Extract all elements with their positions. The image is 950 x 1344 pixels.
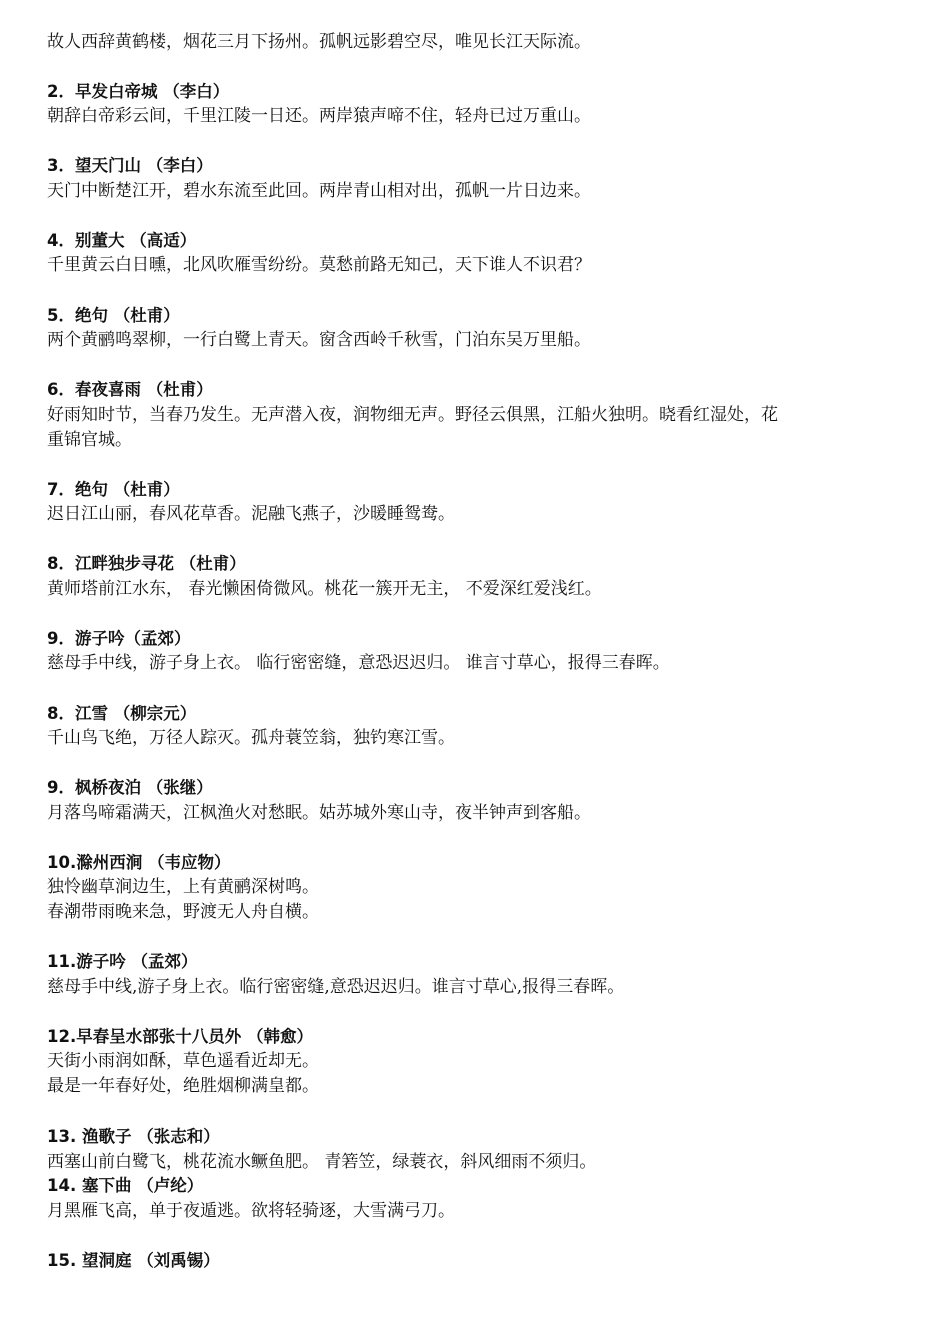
poem-16-title: 14. 塞下曲 （卢纶） [47, 1176, 204, 1195]
poem-10-line-1: 千山鸟飞绝，万径人踪灭。孤舟蓑笠翁，独钓寒江雪。 [47, 728, 455, 748]
poem-15-line-1: 西塞山前白鹭飞，桃花流水鳜鱼肥。 青箬笠，绿蓑衣，斜风细雨不须归。 [47, 1152, 597, 1172]
poem-11-title: 9．枫桥夜泊 （张继） [47, 778, 213, 797]
poem-12-line-1: 独怜幽草涧边生，上有黄鹂深树鸣。 [47, 877, 319, 897]
poem-4-line-1: 千里黄云白日曛，北风吹雁雪纷纷。莫愁前路无知己，天下谁人不识君？ [47, 255, 591, 275]
poem-5-line-1: 两个黄鹂鸣翠柳，一行白鹭上青天。窗含西岭千秋雪，门泊东吴万里船。 [47, 330, 591, 350]
poem-6-title: 6．春夜喜雨 （杜甫） [47, 380, 213, 399]
poem-9-line-1: 慈母手中线，游子身上衣。 临行密密缝，意恐迟迟归。 谁言寸草心，报得三春晖。 [47, 653, 670, 673]
poem-15-title: 13. 渔歌子 （张志和） [47, 1127, 220, 1146]
poem-2-line-1: 朝辞白帝彩云间，千里江陵一日还。两岸猿声啼不住，轻舟已过万重山。 [47, 106, 591, 126]
poem-13-title: 11.游子吟 （孟郊） [47, 952, 198, 971]
poem-5-title: 5．绝句 （杜甫） [47, 306, 180, 325]
poem-14-line-1: 天街小雨润如酥，草色遥看近却无。 [47, 1051, 319, 1071]
poem-3-title: 3．望天门山 （李白） [47, 156, 213, 175]
poem-16-line-1: 月黑雁飞高，单于夜遁逃。欲将轻骑逐，大雪满弓刀。 [47, 1201, 455, 1221]
poem-7-title: 7．绝句 （杜甫） [47, 480, 180, 499]
poem-17-title: 15. 望洞庭 （刘禹锡） [47, 1251, 220, 1270]
poem-3-line-1: 天门中断楚江开，碧水东流至此回。两岸青山相对出，孤帆一片日边来。 [47, 181, 591, 201]
poem-14-title: 12.早春呈水部张十八员外 （韩愈） [47, 1027, 313, 1046]
poem-1-line-1: 故人西辞黄鹤楼，烟花三月下扬州。孤帆远影碧空尽，唯见长江天际流。 [47, 32, 591, 52]
poem-6-line-2: 重锦官城。 [47, 430, 132, 450]
poem-9-title: 9．游子吟（孟郊） [47, 629, 191, 648]
poem-6-line-1: 好雨知时节，当春乃发生。无声潜入夜，润物细无声。野径云俱黑，江船火独明。晓看红湿处，花 [47, 405, 778, 425]
poem-12-line-2: 春潮带雨晚来急，野渡无人舟自横。 [47, 902, 319, 922]
poem-7-line-1: 迟日江山丽，春风花草香。泥融飞燕子，沙暖睡鸳鸯。 [47, 504, 455, 524]
poem-12-title: 10.滁州西涧 （韦应物） [47, 853, 231, 872]
poem-8-line-1: 黄师塔前江水东， 春光懒困倚微风。桃花一簇开无主， 不爱深红爱浅红。 [47, 579, 602, 599]
poem-14-line-2: 最是一年春好处，绝胜烟柳满皇都。 [47, 1076, 319, 1096]
poem-13-line-1: 慈母手中线,游子身上衣。临行密密缝,意恐迟迟归。谁言寸草心,报得三春晖。 [47, 977, 625, 997]
poem-2-title: 2．早发白帝城 （李白） [47, 82, 230, 101]
poem-4-title: 4．别董大 （高适） [47, 231, 197, 250]
poem-8-title: 8．江畔独步寻花 （杜甫） [47, 554, 246, 573]
poem-11-line-1: 月落鸟啼霜满天，江枫渔火对愁眠。姑苏城外寒山寺，夜半钟声到客船。 [47, 803, 591, 823]
poem-10-title: 8．江雪 （柳宗元） [47, 704, 197, 723]
